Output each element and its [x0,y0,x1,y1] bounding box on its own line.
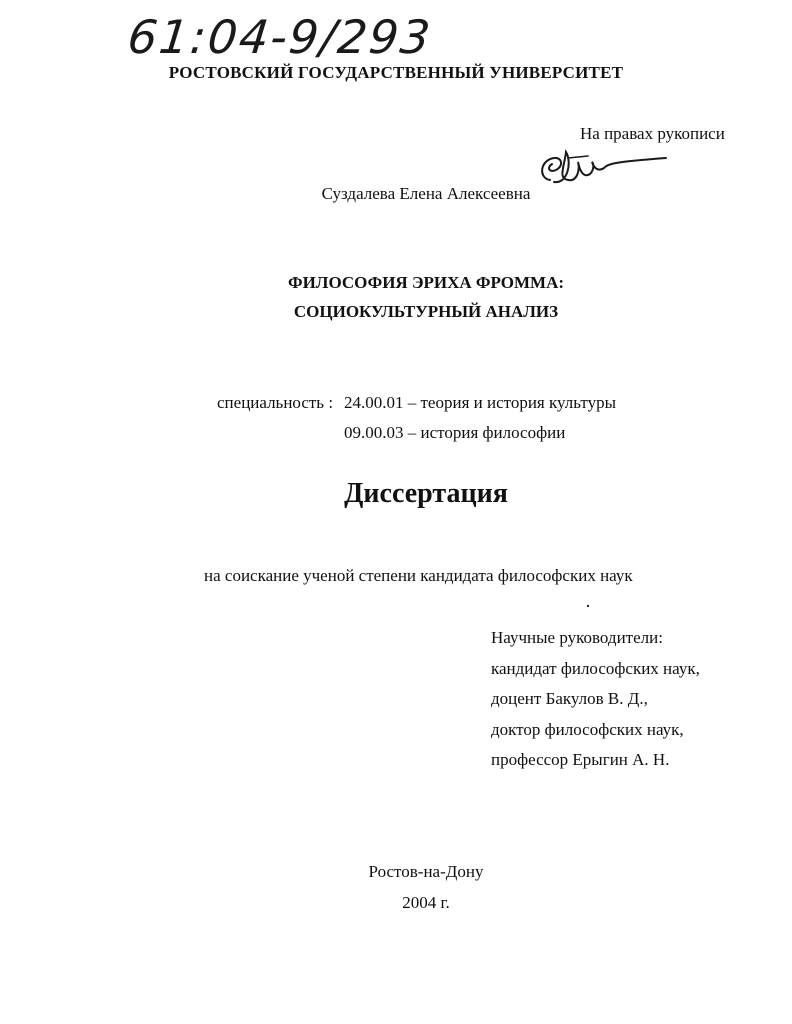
document-type-heading: Диссертация [344,478,508,509]
dissertation-title-line-1: ФИЛОСОФИЯ ЭРИХА ФРОММА: [287,273,565,292]
supervisor-line: доцент Бакулов В. Д., [491,689,648,708]
stray-dot-mark [587,605,589,607]
specialty-name: теория и история культуры [420,393,616,412]
specialty-item [344,393,616,413]
supervisor-line: профессор Ерыгин А. Н. [491,750,670,769]
manuscript-rights-note: На правах рукописи [580,124,725,143]
supervisors-heading: Научные руководители: [491,628,663,647]
year: 2004 г. [402,893,450,912]
city: Ростов-на-Дону [368,862,484,881]
supervisors-block [491,623,700,776]
author-name: Суздалева Елена Алексеевна [321,184,531,203]
specialty-code: 09.00.03 – [344,423,417,442]
university-name: РОСТОВСКИЙ ГОСУДАРСТВЕННЫЙ УНИВЕРСИТЕТ [168,63,624,82]
dissertation-title-line-2: СОЦИОКУЛЬТУРНЫЙ АНАЛИЗ [293,302,559,321]
specialty-label: специальность : [217,393,334,412]
supervisor-line: доктор философских наук, [491,719,684,739]
handwritten-archive-number: 61:04-9/293 [125,10,435,64]
specialty-name: история философии [420,423,566,442]
specialty-code: 24.00.01 – [344,393,417,412]
specialty-item [344,423,565,443]
degree-statement: на соискание ученой степени кандидата философских наук [204,566,633,585]
supervisor-line: кандидат философских наук, [491,658,700,678]
